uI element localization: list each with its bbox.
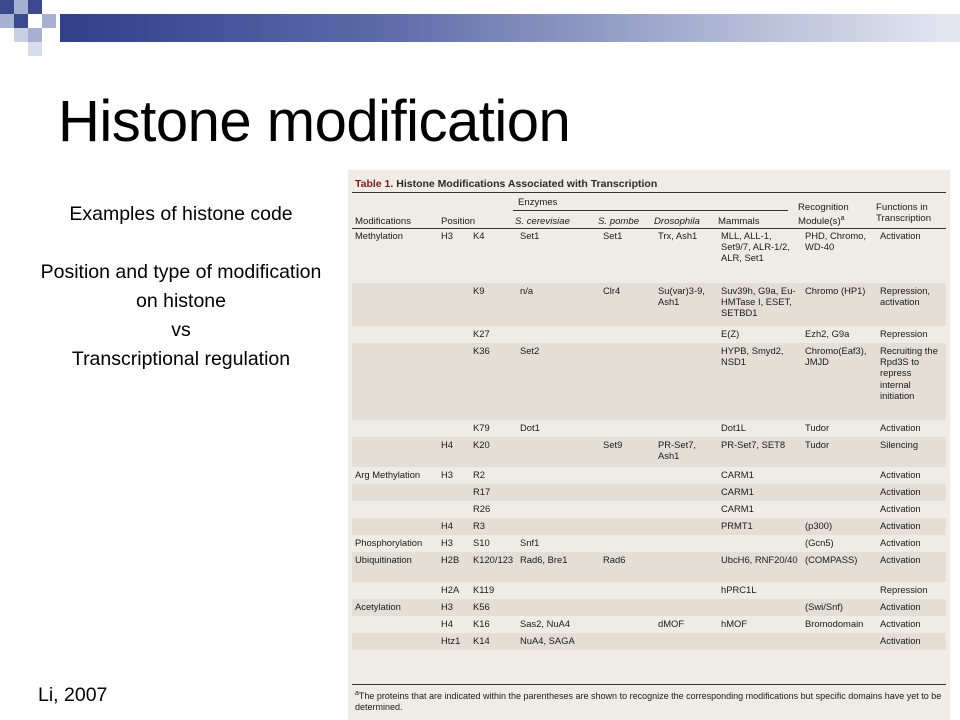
- table-cell-recog: Bromodomain: [805, 618, 864, 629]
- table-cell-recog: (Swi/Snf): [802, 599, 877, 616]
- table-cell-mamm: PR-Set7, SET8: [718, 437, 802, 467]
- table-cell-site: R2: [473, 469, 485, 480]
- table-cell-site: R3: [470, 518, 517, 535]
- table-cell-spom: [600, 599, 655, 616]
- table-cell-dros: [655, 552, 718, 582]
- table-cell-recog: Chromo (HP1): [802, 283, 877, 326]
- table-row: [352, 343, 946, 420]
- table-cell-hist: H3: [441, 537, 453, 548]
- table-cell-hist: [438, 484, 470, 501]
- table-cell-hist: H4: [438, 437, 470, 467]
- table-cell-mod: Arg Methylation: [355, 469, 421, 480]
- table-cell-hist: Htz1: [438, 633, 470, 650]
- table-cell-spom: [600, 326, 655, 343]
- table-cell-dros: PR-Set7, Ash1: [655, 437, 718, 467]
- table-cell-recog: [802, 484, 877, 501]
- table-cell-mod: Ubiquitination: [352, 552, 438, 582]
- table-cell-mamm: PRMT1: [718, 518, 802, 535]
- table-cell-func: Activation: [880, 422, 921, 433]
- table-cell-spom: [600, 484, 655, 501]
- table-body: [352, 228, 946, 650]
- table-cell-recog: [802, 582, 877, 599]
- table-cell-recog: Tudor: [802, 437, 877, 467]
- table-row: [352, 501, 946, 518]
- table-cell-site: K36: [470, 343, 517, 420]
- table-row: [352, 552, 946, 582]
- table-cell-spom: [600, 582, 655, 599]
- table-cell-dros: [655, 599, 718, 616]
- header-bar: [60, 14, 960, 42]
- table-cell-scer: Dot1: [520, 422, 540, 433]
- table-cell-spom: [600, 467, 655, 484]
- table-cell-mod: [352, 616, 438, 633]
- table-row: [352, 616, 946, 633]
- table-cell-mod: Phosphorylation: [355, 537, 423, 548]
- histone-table: [348, 170, 950, 720]
- table-cell-hist: H3: [441, 469, 453, 480]
- description-line: Transcriptional regulation: [71, 348, 291, 370]
- table-cell-dros: [655, 633, 718, 650]
- table-cell-mamm: [718, 599, 802, 616]
- table-cell-dros: [655, 420, 718, 437]
- table-row: [352, 599, 946, 616]
- table-cell-site: R17: [470, 484, 517, 501]
- table-cell-dros: [655, 582, 718, 599]
- header-position: Position: [441, 216, 476, 227]
- enzymes-rule: [513, 210, 788, 211]
- table-cell-mamm: UbcH6, RNF20/40: [718, 552, 802, 582]
- table-cell-spom: [600, 518, 655, 535]
- table-cell-site: K20: [470, 437, 517, 467]
- table-cell-hist: [438, 283, 470, 326]
- header-modifications: Modifications: [355, 216, 411, 227]
- table-cell-recog: [802, 501, 877, 518]
- table-cell-mod: Methylation: [355, 230, 403, 241]
- table-cell-spom: Clr4: [600, 283, 655, 326]
- table-cell-func: Activation: [880, 230, 921, 241]
- header-drosophila: Drosophila: [654, 216, 700, 227]
- table-cell-recog: Tudor: [805, 422, 830, 433]
- table-cell-site: K4: [473, 230, 485, 241]
- table-cell-mod: [352, 420, 438, 437]
- table-row: [352, 437, 946, 467]
- table-cell-func: Activation: [877, 484, 946, 501]
- table-row: [352, 467, 946, 484]
- table-cell-hist: [438, 343, 470, 420]
- table-cell-scer: Snf1: [520, 537, 540, 548]
- table-cell-mamm: [718, 633, 802, 650]
- table-cell-dros: [655, 535, 718, 552]
- table-cell-hist: H3: [438, 599, 470, 616]
- description-line: vs: [171, 319, 191, 341]
- table-cell-site: R26: [473, 503, 491, 514]
- table-cell-dros: [655, 484, 718, 501]
- decor-square: [28, 28, 42, 42]
- table-cell-dros: [655, 518, 718, 535]
- table-cell-mamm: MLL, ALL-1, Set9/7, ALR-1/2, ALR, Set1: [721, 230, 790, 264]
- decor-square: [42, 14, 56, 28]
- table-cell-func: Activation: [880, 469, 921, 480]
- table-cell-spom: [600, 343, 655, 420]
- table-row: [352, 228, 946, 283]
- table-footnote: $^a$The proteins that are indicated within the parentheses are shown to recognize the corresponding modifications but specific domains have yet to be determined.: [355, 690, 942, 712]
- table-caption: [355, 178, 657, 190]
- table-cell-site: K120/123: [470, 552, 517, 582]
- description-text: [0, 200, 362, 374]
- table-cell-recog: (p300): [802, 518, 877, 535]
- decor-square: [14, 0, 28, 14]
- table-cell-scer: [517, 599, 600, 616]
- table-cell-recog: Chromo(Eaf3), JMJD: [802, 343, 877, 420]
- table-cell-mamm: HYPB, Smyd2, NSD1: [718, 343, 802, 420]
- description-line: on histone: [136, 290, 226, 312]
- table-row: [352, 633, 946, 650]
- table-cell-scer: n/a: [517, 283, 600, 326]
- table-cell-dros: dMOF: [658, 618, 685, 629]
- header-recognition: Recognition $Module(s)^a$: [798, 202, 849, 228]
- table-cell-site: K79: [473, 422, 490, 433]
- table-cell-mod: [352, 484, 438, 501]
- table-cell-scer: [517, 326, 600, 343]
- table-cell-scer: Set2: [517, 343, 600, 420]
- table-cell-mod: Acetylation: [352, 599, 438, 616]
- table-cell-dros: [655, 501, 718, 518]
- table-cell-hist: [438, 420, 470, 437]
- table-cell-mamm: CARM1: [721, 469, 754, 480]
- table-row: [352, 326, 946, 343]
- decor-square: [14, 14, 28, 28]
- footnote-sup: a: [355, 690, 359, 697]
- table-cell-spom: [600, 420, 655, 437]
- table-cell-scer: [517, 437, 600, 467]
- header-s-pombe: S. pombe: [598, 216, 640, 227]
- table-cell-scer: [517, 467, 600, 484]
- footer-rule: [352, 684, 946, 685]
- table-cell-mamm: E(Z): [721, 328, 740, 339]
- table-cell-hist: H2A: [441, 584, 460, 595]
- header-functions: Functions in Transcription: [876, 202, 932, 224]
- table-cell-spom: [600, 501, 655, 518]
- description-spacer: [0, 229, 362, 258]
- table-cell-spom: Set1: [603, 230, 623, 241]
- table-cell-scer: Sas2, NuA4: [520, 618, 571, 629]
- table-cell-func: Activation: [880, 618, 921, 629]
- table-cell-mod: [352, 326, 438, 343]
- table-cell-mod: [352, 582, 438, 599]
- table-cell-mamm: CARM1: [721, 503, 754, 514]
- decor-square: [14, 28, 28, 42]
- table-cell-scer: [517, 518, 600, 535]
- table-row: [352, 484, 946, 501]
- table-cell-site: K119: [473, 584, 495, 595]
- table-caption-text: Histone Modifications Associated with Transcription: [396, 178, 658, 190]
- table-cell-mod: [352, 343, 438, 420]
- table-cell-dros: [655, 467, 718, 484]
- table-cell-recog: PHD, Chromo, WD-40: [805, 230, 866, 253]
- table-cell-spom: [600, 535, 655, 552]
- table-row: [352, 283, 946, 326]
- decor-square: [0, 0, 14, 14]
- table-cell-mamm: hMOF: [721, 618, 748, 629]
- table-cell-spom: [600, 633, 655, 650]
- table-cell-spom: [600, 616, 655, 633]
- table-cell-recog: Ezh2, G9a: [805, 328, 850, 339]
- table-cell-hist: [438, 501, 470, 518]
- table-cell-site: K9: [470, 283, 517, 326]
- table-rule: [352, 192, 946, 193]
- table-cell-mamm: hPRC1L: [721, 584, 757, 595]
- table-cell-scer: [517, 484, 600, 501]
- table-cell-func: Activation: [880, 503, 921, 514]
- table-cell-scer: Set1: [520, 230, 540, 241]
- table-cell-hist: H4: [438, 518, 470, 535]
- recognition-sup: a: [840, 215, 845, 222]
- table-cell-mod: [352, 518, 438, 535]
- table-cell-func: Activation: [880, 537, 921, 548]
- table-cell-mamm: Dot1L: [721, 422, 747, 433]
- table-cell-func: Silencing: [877, 437, 946, 467]
- table-cell-func: Activation: [877, 599, 946, 616]
- table-cell-dros: [655, 326, 718, 343]
- table-cell-scer: NuA4, SAGA: [517, 633, 600, 650]
- table-cell-spom: Set9: [600, 437, 655, 467]
- table-cell-recog: (Gcn5): [805, 537, 834, 548]
- table-caption-label: Table 1.: [355, 178, 394, 190]
- table-cell-mod: [352, 283, 438, 326]
- table-cell-mod: [352, 437, 438, 467]
- table-cell-mod: [352, 633, 438, 650]
- header-enzymes: Enzymes: [518, 197, 558, 208]
- description-line: Position and type of modification: [40, 261, 322, 283]
- table-cell-site: K27: [473, 328, 490, 339]
- table-cell-site: K16: [473, 618, 490, 629]
- table-cell-func: Activation: [877, 633, 946, 650]
- header-s-cerevisiae: S. cerevisiae: [515, 216, 570, 227]
- table-cell-hist: H3: [441, 230, 453, 241]
- citation: Li, 2007: [38, 684, 108, 706]
- table-row: [352, 518, 946, 535]
- table-cell-func: Repression: [880, 584, 928, 595]
- description-line: Examples of histone code: [69, 203, 293, 225]
- table-cell-func: Repression, activation: [877, 283, 946, 326]
- table-cell-func: Recruiting the Rpd3S to repress internal initiation: [877, 343, 946, 420]
- table-cell-hist: [438, 326, 470, 343]
- table-cell-hist: H2B: [438, 552, 470, 582]
- table-row: [352, 535, 946, 552]
- table-cell-scer: Rad6, Bre1: [517, 552, 600, 582]
- table-cell-scer: [517, 501, 600, 518]
- table-cell-func: Activation: [877, 552, 946, 582]
- decor-square: [0, 14, 14, 28]
- table-cell-dros: Trx, Ash1: [658, 230, 698, 241]
- table-cell-func: Repression: [880, 328, 928, 339]
- table-cell-recog: [802, 633, 877, 650]
- table-cell-mamm: [718, 535, 802, 552]
- table-cell-scer: [517, 582, 600, 599]
- table-cell-site: K56: [470, 599, 517, 616]
- table-cell-mod: [352, 501, 438, 518]
- table-cell-site: S10: [473, 537, 490, 548]
- table-cell-recog: [802, 467, 877, 484]
- table-row: [352, 582, 946, 599]
- table-cell-spom: Rad6: [600, 552, 655, 582]
- decor-square: [28, 42, 42, 56]
- table-cell-dros: [655, 343, 718, 420]
- table-cell-site: K14: [470, 633, 517, 650]
- table-cell-mamm: Suv39h, G9a, Eu-HMTase I, ESET, SETBD1: [718, 283, 802, 326]
- header-mammals: Mammals: [718, 216, 760, 227]
- table-cell-recog: (COMPASS): [802, 552, 877, 582]
- decor-square: [28, 0, 42, 14]
- table-cell-func: Activation: [877, 518, 946, 535]
- table-row: [352, 420, 946, 437]
- slide-title: Histone modification: [58, 89, 571, 154]
- table-cell-hist: H4: [441, 618, 453, 629]
- table-cell-mamm: CARM1: [718, 484, 802, 501]
- table-cell-dros: Su(var)3-9, Ash1: [655, 283, 718, 326]
